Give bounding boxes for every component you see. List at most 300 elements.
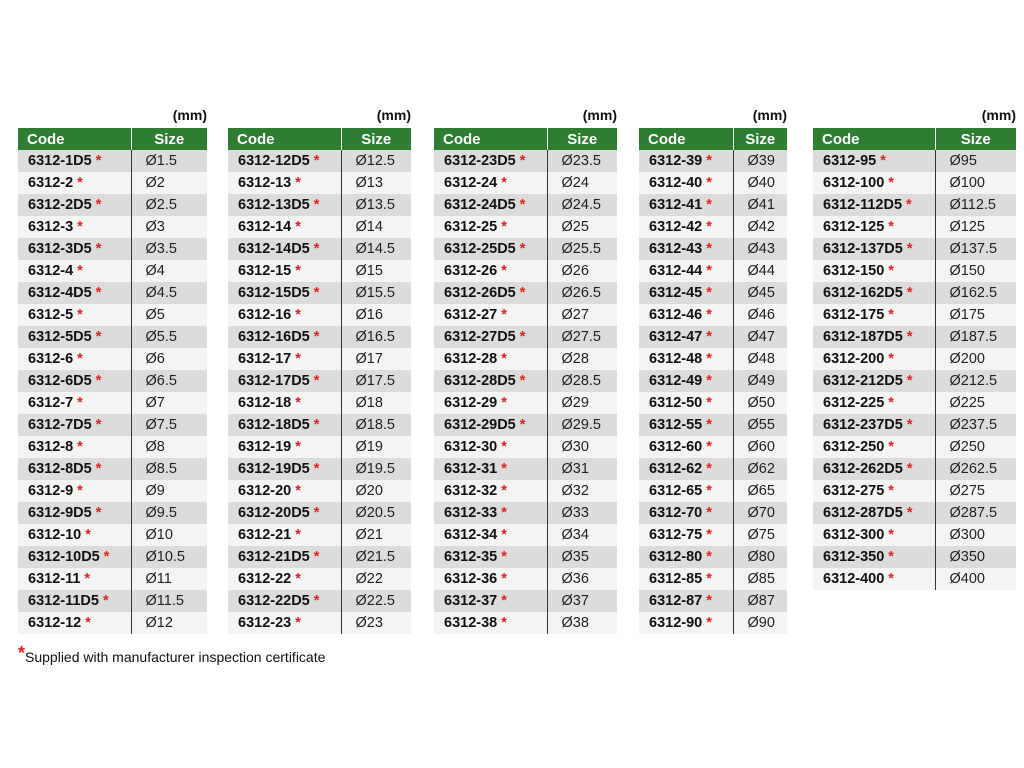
certificate-star-icon: * (295, 219, 301, 235)
size-cell: Ø137.5 (935, 238, 1016, 260)
code-cell (813, 282, 935, 304)
code-cell (228, 392, 341, 414)
size-cell: Ø225 (935, 392, 1016, 414)
code-text: 6312-9D5 (28, 505, 92, 521)
size-cell: Ø35 (547, 546, 617, 568)
certificate-star-icon: * (501, 593, 507, 609)
certificate-star-icon: * (295, 439, 301, 455)
certificate-star-icon: * (313, 417, 320, 433)
table-row (228, 480, 411, 502)
size-cell: Ø150 (935, 260, 1016, 282)
table-row (639, 260, 787, 282)
code-cell (434, 612, 547, 634)
code-cell (813, 194, 935, 216)
table-row (639, 546, 787, 568)
unit-label: (mm) (172, 107, 207, 123)
size-cell: Ø20 (341, 480, 411, 502)
size-cell: Ø36 (547, 568, 617, 590)
header-size: Size (547, 128, 617, 150)
size-cell: Ø85 (733, 568, 787, 590)
code-text: 6312-125 (823, 219, 885, 235)
certificate-star-icon: * (313, 505, 320, 521)
certificate-star-icon: * (295, 483, 301, 499)
code-cell (228, 260, 341, 282)
code-text: 6312-162D5 (823, 285, 903, 301)
table-row (434, 326, 617, 348)
code-cell (434, 502, 547, 524)
code-text: 6312-23D5 (444, 153, 516, 169)
code-cell (813, 524, 935, 546)
table-row (434, 194, 617, 216)
certificate-star-icon: * (706, 285, 712, 301)
table-row (813, 436, 1016, 458)
code-text: 6312-187D5 (823, 329, 903, 345)
size-cell: Ø12 (131, 612, 207, 634)
table-row (813, 370, 1016, 392)
code-cell (813, 480, 935, 502)
size-cell: Ø2 (131, 172, 207, 194)
code-text: 6312-250 (823, 439, 885, 455)
code-text: 6312-25D5 (444, 241, 516, 257)
header-code: Code (639, 128, 733, 150)
size-cell: Ø112.5 (935, 194, 1016, 216)
code-cell (434, 546, 547, 568)
code-cell (639, 282, 733, 304)
size-cell: Ø87 (733, 590, 787, 612)
code-text: 6312-15D5 (238, 285, 310, 301)
table-row (813, 304, 1016, 326)
size-cell: Ø18.5 (341, 414, 411, 436)
table-row (18, 282, 207, 304)
size-cell: Ø287.5 (935, 502, 1016, 524)
size-cell: Ø27.5 (547, 326, 617, 348)
code-cell (639, 414, 733, 436)
table-row (813, 194, 1016, 216)
size-cell: Ø37 (547, 590, 617, 612)
code-cell (813, 238, 935, 260)
certificate-star-icon: * (706, 175, 712, 191)
code-text: 6312-42 (649, 219, 703, 235)
code-text: 6312-28D5 (444, 373, 516, 389)
certificate-star-icon: * (295, 351, 301, 367)
code-text: 6312-4 (28, 263, 74, 279)
code-text: 6312-11 (28, 571, 81, 587)
table-row (639, 612, 787, 634)
size-cell: Ø17.5 (341, 370, 411, 392)
code-text: 6312-24 (444, 175, 498, 191)
table-row (639, 524, 787, 546)
size-cell: Ø9.5 (131, 502, 207, 524)
table-row (228, 260, 411, 282)
table-row (639, 172, 787, 194)
size-cell: Ø28 (547, 348, 617, 370)
size-cell: Ø24 (547, 172, 617, 194)
certificate-star-icon: * (501, 219, 507, 235)
size-cell: Ø13.5 (341, 194, 411, 216)
size-cell: Ø38 (547, 612, 617, 634)
table-row (813, 348, 1016, 370)
table-row (18, 348, 207, 370)
code-text: 6312-100 (823, 175, 885, 191)
table-row (434, 458, 617, 480)
code-cell (813, 216, 935, 238)
code-cell (434, 458, 547, 480)
code-text: 6312-8D5 (28, 461, 92, 477)
code-cell (18, 348, 131, 370)
certificate-star-icon: * (888, 351, 894, 367)
table-row (228, 568, 411, 590)
unit-label: (mm) (582, 107, 617, 123)
code-text: 6312-13 (238, 175, 292, 191)
code-text: 6312-4D5 (28, 285, 92, 301)
table-row (228, 458, 411, 480)
size-cell: Ø48 (733, 348, 787, 370)
certificate-star-icon: * (84, 571, 91, 587)
table-row (434, 612, 617, 634)
certificate-star-icon: * (295, 175, 301, 191)
certificate-star-icon: * (77, 483, 83, 499)
code-text: 6312-16 (238, 307, 292, 323)
code-text: 6312-212D5 (823, 373, 903, 389)
code-text: 6312-7 (28, 395, 74, 411)
certificate-star-icon: * (501, 439, 507, 455)
certificate-star-icon: * (519, 373, 526, 389)
table-row (228, 216, 411, 238)
size-cell: Ø125 (935, 216, 1016, 238)
code-cell (639, 524, 733, 546)
code-cell (228, 348, 341, 370)
certificate-star-icon: * (706, 351, 712, 367)
code-cell (813, 458, 935, 480)
code-cell (18, 612, 131, 634)
table-row (228, 370, 411, 392)
code-cell (434, 216, 547, 238)
size-cell: Ø275 (935, 480, 1016, 502)
certificate-star-icon: * (313, 197, 320, 213)
code-text: 6312-175 (823, 307, 885, 323)
table-row (228, 546, 411, 568)
code-text: 6312-13D5 (238, 197, 310, 213)
header-size: Size (733, 128, 787, 150)
table-row (639, 568, 787, 590)
size-cell: Ø8.5 (131, 458, 207, 480)
size-cell: Ø10 (131, 524, 207, 546)
table-row (18, 194, 207, 216)
code-text: 6312-18D5 (238, 417, 310, 433)
code-text: 6312-85 (649, 571, 703, 587)
size-cell: Ø200 (935, 348, 1016, 370)
size-cell: Ø237.5 (935, 414, 1016, 436)
table-row (434, 260, 617, 282)
code-cell (639, 502, 733, 524)
footnote-text: Supplied with manufacturer inspection certificate (25, 649, 326, 665)
code-cell (18, 150, 131, 172)
table-row (18, 172, 207, 194)
code-text: 6312-20 (238, 483, 292, 499)
code-text: 6312-10 (28, 527, 82, 543)
code-cell (228, 194, 341, 216)
code-size-table (434, 128, 617, 634)
table-row (813, 458, 1016, 480)
code-text: 6312-29D5 (444, 417, 516, 433)
code-cell (18, 216, 131, 238)
certificate-star-icon: * (706, 153, 712, 169)
certificate-star-icon: * (888, 175, 894, 191)
certificate-star-icon: * (706, 571, 712, 587)
code-text: 6312-31 (444, 461, 498, 477)
code-cell (813, 150, 935, 172)
code-text: 6312-137D5 (823, 241, 903, 257)
certificate-star-icon: * (501, 483, 507, 499)
certificate-star-icon: * (313, 241, 320, 257)
code-text: 6312-22D5 (238, 593, 310, 609)
code-cell (18, 260, 131, 282)
code-text: 6312-1D5 (28, 153, 92, 169)
code-cell (18, 326, 131, 348)
certificate-star-icon: * (77, 219, 83, 235)
table-row (228, 436, 411, 458)
code-size-table (228, 128, 411, 634)
table-row (639, 216, 787, 238)
header-size: Size (935, 128, 1016, 150)
size-cell: Ø25 (547, 216, 617, 238)
size-cell: Ø250 (935, 436, 1016, 458)
code-cell (18, 392, 131, 414)
table-row (813, 326, 1016, 348)
code-cell (639, 194, 733, 216)
code-cell (434, 326, 547, 348)
table-row (18, 546, 207, 568)
certificate-star-icon: * (888, 571, 894, 587)
code-cell (18, 524, 131, 546)
code-text: 6312-87 (649, 593, 703, 609)
certificate-star-icon: * (313, 373, 320, 389)
table-row (813, 414, 1016, 436)
code-text: 6312-24D5 (444, 197, 516, 213)
certificate-star-icon: * (706, 395, 712, 411)
size-cell: Ø31 (547, 458, 617, 480)
size-cell: Ø8 (131, 436, 207, 458)
code-text: 6312-112D5 (823, 197, 903, 213)
code-text: 6312-35 (444, 549, 498, 565)
code-text: 6312-20D5 (238, 505, 310, 521)
code-cell (228, 172, 341, 194)
certificate-star-icon: * (706, 307, 712, 323)
table-row (434, 238, 617, 260)
size-cell: Ø17 (341, 348, 411, 370)
table-row (228, 414, 411, 436)
certificate-star-icon: * (77, 351, 83, 367)
code-cell (639, 546, 733, 568)
certificate-star-icon: * (501, 307, 507, 323)
code-text: 6312-14D5 (238, 241, 310, 257)
unit-label: (mm) (376, 107, 411, 123)
certificate-star-icon: * (706, 593, 712, 609)
code-cell (228, 282, 341, 304)
table-row (813, 568, 1016, 590)
code-text: 6312-150 (823, 263, 885, 279)
code-text: 6312-5 (28, 307, 74, 323)
code-cell (228, 524, 341, 546)
certificate-star-icon: * (706, 329, 712, 345)
code-cell (228, 480, 341, 502)
certificate-star-icon: * (85, 615, 91, 631)
size-cell: Ø100 (935, 172, 1016, 194)
size-cell: Ø187.5 (935, 326, 1016, 348)
table-row (639, 150, 787, 172)
certificate-star-icon: * (706, 373, 712, 389)
table-row (18, 436, 207, 458)
code-text: 6312-22 (238, 571, 292, 587)
code-text: 6312-18 (238, 395, 292, 411)
certificate-star-icon: * (313, 461, 320, 477)
size-cell: Ø55 (733, 414, 787, 436)
code-cell (434, 304, 547, 326)
table-row (228, 524, 411, 546)
table-row (639, 194, 787, 216)
size-cell: Ø32 (547, 480, 617, 502)
certificate-star-icon: * (295, 527, 301, 543)
code-text: 6312-11D5 (28, 593, 99, 609)
code-size-table (18, 128, 207, 634)
code-cell (228, 304, 341, 326)
size-cell: Ø80 (733, 546, 787, 568)
certificate-star-icon: * (77, 307, 83, 323)
code-text: 6312-9 (28, 483, 74, 499)
code-text: 6312-200 (823, 351, 885, 367)
table-row (228, 590, 411, 612)
code-text: 6312-275 (823, 483, 885, 499)
code-text: 6312-55 (649, 417, 703, 433)
code-cell (434, 194, 547, 216)
table-row (18, 590, 207, 612)
code-text: 6312-47 (649, 329, 703, 345)
size-cell: Ø47 (733, 326, 787, 348)
table-row (228, 150, 411, 172)
table-row (434, 414, 617, 436)
certificate-star-icon: * (706, 241, 712, 257)
certificate-star-icon: * (295, 615, 301, 631)
certificate-star-icon: * (906, 417, 913, 433)
code-text: 6312-65 (649, 483, 703, 499)
code-text: 6312-17 (238, 351, 292, 367)
size-cell: Ø43 (733, 238, 787, 260)
code-cell (228, 370, 341, 392)
certificate-star-icon: * (501, 505, 507, 521)
code-text: 6312-350 (823, 549, 885, 565)
size-cell: Ø162.5 (935, 282, 1016, 304)
code-cell (434, 524, 547, 546)
certificate-star-icon: * (888, 549, 894, 565)
certificate-star-icon: * (706, 461, 712, 477)
certificate-star-icon: * (103, 549, 110, 565)
size-cell: Ø44 (733, 260, 787, 282)
table-row (813, 480, 1016, 502)
certificate-star-icon: * (77, 395, 83, 411)
certificate-star-icon: * (888, 307, 894, 323)
code-cell (639, 458, 733, 480)
unit-label: (mm) (981, 107, 1016, 123)
certificate-star-icon: * (880, 153, 886, 169)
code-cell (228, 326, 341, 348)
certificate-star-icon: * (519, 285, 526, 301)
code-cell (228, 414, 341, 436)
code-cell (18, 480, 131, 502)
code-cell (813, 326, 935, 348)
code-text: 6312-17D5 (238, 373, 310, 389)
code-text: 6312-2 (28, 175, 74, 191)
size-cell: Ø29.5 (547, 414, 617, 436)
certificate-star-icon: * (95, 417, 102, 433)
table-row (434, 392, 617, 414)
certificate-star-icon: * (313, 549, 320, 565)
table-row (228, 304, 411, 326)
size-cell: Ø19.5 (341, 458, 411, 480)
certificate-star-icon: * (706, 527, 712, 543)
header-code: Code (434, 128, 547, 150)
code-text: 6312-12D5 (238, 153, 310, 169)
size-cell: Ø22 (341, 568, 411, 590)
code-text: 6312-6 (28, 351, 74, 367)
table-row (18, 612, 207, 634)
table-row (18, 260, 207, 282)
certificate-star-icon: * (95, 373, 102, 389)
table-row (639, 370, 787, 392)
size-cell: Ø28.5 (547, 370, 617, 392)
certificate-star-icon: * (313, 593, 320, 609)
code-cell (18, 414, 131, 436)
code-cell (434, 392, 547, 414)
table-row (813, 260, 1016, 282)
code-text: 6312-25 (444, 219, 498, 235)
code-text: 6312-40 (649, 175, 703, 191)
certificate-star-icon: * (95, 153, 102, 169)
code-text: 6312-50 (649, 395, 703, 411)
table-row (639, 502, 787, 524)
table-row (18, 392, 207, 414)
certificate-star-icon: * (906, 505, 913, 521)
certificate-star-icon: * (95, 197, 102, 213)
table-row (813, 150, 1016, 172)
certificate-star-icon: * (706, 549, 712, 565)
code-cell (18, 458, 131, 480)
certificate-star-icon: * (295, 307, 301, 323)
table-row (639, 348, 787, 370)
size-cell: Ø42 (733, 216, 787, 238)
certificate-star-icon: * (501, 263, 507, 279)
certificate-star-icon: * (906, 329, 913, 345)
code-text: 6312-38 (444, 615, 498, 631)
certificate-star-icon: * (313, 153, 320, 169)
code-text: 6312-29 (444, 395, 498, 411)
certificate-star-icon: * (888, 439, 894, 455)
table-row (228, 612, 411, 634)
code-text: 6312-32 (444, 483, 498, 499)
size-cell: Ø6 (131, 348, 207, 370)
code-cell (434, 414, 547, 436)
table-row (434, 590, 617, 612)
size-cell: Ø29 (547, 392, 617, 414)
size-cell: Ø90 (733, 612, 787, 634)
code-text: 6312-26D5 (444, 285, 516, 301)
certificate-star-icon: * (519, 241, 526, 257)
code-text: 6312-27 (444, 307, 498, 323)
code-text: 6312-45 (649, 285, 703, 301)
table-row (434, 172, 617, 194)
code-cell (228, 216, 341, 238)
certificate-star-icon: * (888, 395, 894, 411)
code-cell (813, 348, 935, 370)
